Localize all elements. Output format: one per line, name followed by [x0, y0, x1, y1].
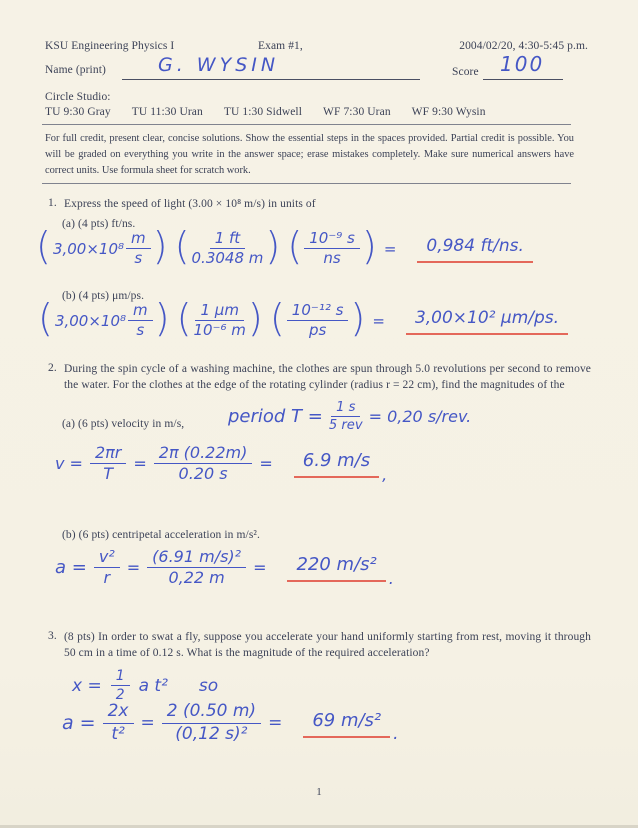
course-title: KSU Engineering Physics I — [45, 40, 175, 52]
q2a-note-handwritten — [228, 400, 471, 433]
equals-sign: = — [268, 713, 283, 734]
right-paren: ) — [361, 223, 377, 269]
fraction-numerator: m — [126, 230, 151, 249]
q1b-factor-3 — [269, 295, 366, 341]
fraction-denominator: (0,12 s)² — [175, 723, 248, 744]
exam-datetime: 2004/02/20, 4:30-5:45 p.m. — [459, 40, 588, 52]
fraction-numerator: 1 — [111, 668, 130, 686]
left-paren: ( — [176, 295, 192, 341]
fraction-denominator: 5 rev — [328, 418, 363, 434]
name-value-handwritten: G. WYSIN — [158, 54, 280, 76]
q2b-work-handwritten — [55, 548, 394, 588]
equals-sign: = — [253, 558, 267, 578]
q2a-note-pre: period T = — [228, 406, 323, 428]
fraction — [90, 444, 126, 484]
right-paren: ) — [265, 223, 281, 269]
q1a-label: (a) (4 pts) ft/ns. — [62, 218, 136, 230]
fraction-denominator: 0,22 m — [168, 568, 225, 588]
fraction — [94, 548, 120, 588]
left-paren: ( — [38, 295, 53, 341]
fraction-denominator: r — [103, 568, 111, 588]
q1a-answer: 0,984 ft/ns. — [417, 235, 532, 263]
q2b-lhs: a = — [55, 557, 87, 579]
right-paren: ) — [247, 295, 263, 341]
left-paren: ( — [36, 223, 51, 269]
fraction-numerator: 1 μm — [195, 302, 243, 321]
score-value-handwritten: 100 — [500, 52, 545, 76]
fraction-numerator: 2π (0.22m) — [154, 444, 253, 464]
fraction-numerator: m — [128, 302, 153, 321]
q2a-answer-suffix: , — [382, 464, 388, 484]
studio-option: TU 1:30 Sidwell — [223, 106, 303, 118]
fraction — [192, 230, 264, 268]
studio-option: TU 9:30 Gray — [45, 106, 111, 118]
fraction-denominator: ns — [323, 249, 341, 268]
fraction-denominator: 10⁻⁶ m — [193, 321, 246, 340]
q2b-answer-suffix: . — [388, 568, 394, 588]
fraction — [329, 400, 363, 433]
q2a-lhs: v = — [55, 454, 83, 474]
left-paren: ( — [287, 223, 303, 269]
q1-text: Express the speed of light (3.00 × 10⁸ m/s) in units of — [64, 198, 316, 210]
q3-answer-suffix: . — [393, 724, 399, 745]
fraction-numerator: 10⁻⁹ s — [304, 230, 360, 249]
fraction-denominator: 0.3048 m — [191, 249, 264, 268]
q1b-factor-2 — [176, 295, 263, 341]
fraction — [126, 230, 151, 268]
q1a-factor-3 — [287, 223, 377, 269]
fraction — [194, 302, 246, 340]
q2a-label: (a) (6 pts) velocity in m/s, — [62, 418, 185, 430]
fraction — [287, 302, 349, 340]
right-paren: ) — [152, 223, 168, 269]
name-label: Name (print) — [45, 64, 106, 76]
fraction — [128, 302, 153, 340]
q1a-factor-2 — [174, 223, 281, 269]
q2a-answer: 6.9 m/s — [294, 449, 379, 478]
fraction — [111, 668, 130, 703]
q3-setup-rest: a t² — [138, 675, 168, 696]
fraction-numerator: 10⁻¹² s — [287, 302, 349, 321]
fraction — [103, 702, 134, 744]
fraction-numerator: 2x — [103, 702, 134, 724]
fraction — [147, 548, 246, 588]
left-paren: ( — [269, 295, 285, 341]
fraction-denominator: s — [136, 321, 145, 340]
q3-work-handwritten — [62, 702, 399, 744]
q3-setup-so: so — [198, 675, 219, 696]
fraction-numerator: 1 s — [331, 400, 360, 417]
q2-text: During the spin cycle of a washing machine, the clothes are spun through 5.0 revolutions per second to remove the water. For the clothes at the edge of the rotating cylinder (radius r = 22 cm), find the magnitudes of the — [64, 363, 591, 391]
fraction — [304, 230, 360, 268]
score-label: Score — [452, 66, 479, 78]
fraction-denominator: t² — [111, 723, 125, 744]
q1a-factor-1-pre: 3,00×10⁸ — [52, 239, 125, 258]
fraction-numerator: 2 (0.50 m) — [162, 702, 261, 724]
q1b-answer: 3,00×10² μm/ps. — [406, 307, 568, 335]
exam-title: Exam #1, — [258, 40, 303, 52]
page-number: 1 — [316, 786, 322, 798]
question-2 — [48, 362, 591, 393]
fraction-denominator: s — [134, 249, 143, 268]
studio-option: TU 11:30 Uran — [131, 106, 203, 118]
q3-lhs: a = — [62, 712, 96, 735]
fraction-denominator: 0.20 s — [178, 464, 228, 484]
fraction — [154, 444, 253, 484]
page-footer — [0, 786, 638, 798]
equals-sign: = — [140, 713, 155, 734]
question-3 — [48, 630, 591, 661]
q3-setup-handwritten — [72, 668, 218, 703]
q3-text: (8 pts) In order to swat a fly, suppose you accelerate your hand uniformly starting from rest, moving it through 50 cm in a time of 0.12 s. What is the magnitude of the required acceleration? — [64, 631, 591, 659]
equals-sign: = — [126, 558, 141, 578]
instructions-text: For full credit, present clear, concise solutions. Show the essential steps in the spaces provided. Partial credit is possible. You will be graded on everything you write in the answer space; erase mistakes completely. Make sure numerical answers have correct units. Use formula sheet for scratch work. — [45, 133, 574, 176]
q3-answer: 69 m/s² — [303, 709, 390, 738]
fraction-numerator: 2πr — [90, 444, 126, 464]
q2b-answer: 220 m/s² — [287, 553, 385, 582]
studio-option: WF 7:30 Uran — [323, 106, 391, 118]
fraction-denominator: 2 — [115, 687, 125, 704]
q2b-label: (b) (6 pts) centripetal acceleration in m/s². — [62, 529, 260, 541]
q2a-note-post: = 0,20 s/rev. — [368, 407, 472, 427]
q3-number: 3. — [48, 630, 57, 642]
q2a-work-handwritten — [55, 444, 387, 484]
fraction-numerator: (6.91 m/s)² — [147, 548, 246, 568]
studio-options — [45, 106, 486, 118]
left-paren: ( — [174, 223, 190, 269]
fraction — [162, 702, 261, 744]
q2-number: 2. — [48, 362, 57, 374]
question-1 — [48, 197, 588, 213]
q1b-factor-1-pre: 3,00×10⁸ — [54, 311, 127, 330]
fraction-denominator: ps — [308, 321, 327, 340]
fraction-numerator: v² — [94, 548, 120, 568]
right-paren: ) — [154, 295, 170, 341]
q3-setup-lhs: x = — [72, 675, 102, 696]
q1b-label: (b) (4 pts) μm/ps. — [62, 290, 145, 302]
circle-studio-label: Circle Studio: — [45, 91, 111, 103]
studio-option: WF 9:30 Wysin — [411, 106, 486, 118]
equals-sign: = — [383, 239, 397, 258]
fraction-denominator: T — [103, 464, 114, 484]
fraction-numerator: 1 ft — [210, 230, 245, 249]
right-paren: ) — [350, 295, 366, 341]
q1-number: 1. — [48, 197, 57, 209]
equals-sign: = — [133, 454, 147, 474]
equals-sign: = — [259, 454, 273, 474]
header-rule — [42, 124, 571, 125]
instructions-rule — [42, 183, 571, 184]
equals-sign: = — [372, 311, 385, 330]
